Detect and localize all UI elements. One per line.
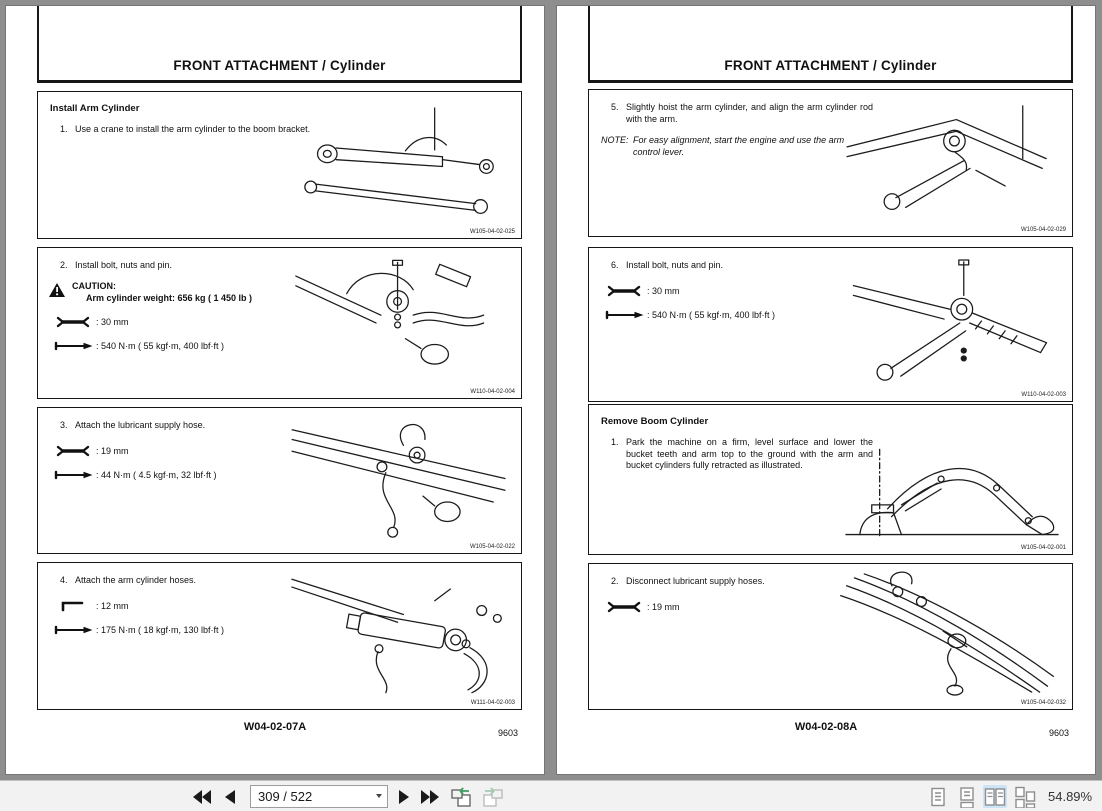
next-view-icon — [481, 786, 505, 808]
previous-page-icon — [224, 789, 236, 805]
section-disconnect-lubricant-hoses — [588, 563, 1073, 710]
figure-id: W105-04-02-032 — [1020, 700, 1066, 706]
first-page-button[interactable] — [190, 785, 214, 808]
previous-view-icon — [449, 786, 473, 808]
caution-text: Arm cylinder weight: 656 kg ( 1 450 lb ) — [86, 292, 253, 303]
page-header — [37, 6, 522, 83]
continuous-view-button[interactable] — [955, 785, 979, 808]
spec-text: : 12 mm — [96, 600, 129, 611]
step — [611, 102, 873, 125]
section-attach-arm-cylinder-hoses — [37, 562, 522, 710]
spec-text: : 175 N·m ( 18 kgf·m, 130 lbf·ft ) — [96, 624, 225, 635]
figure-id: W105-04-02-029 — [1020, 227, 1066, 233]
footer-document-code: W04-02-07A — [243, 721, 307, 733]
continuous-facing-view-icon — [1013, 786, 1037, 808]
zoom-level-display: 54.89% — [1048, 789, 1093, 804]
figure-id: W111-04-02-003 — [470, 700, 515, 706]
step-number: 2. — [60, 260, 68, 270]
next-page-button[interactable] — [392, 785, 416, 808]
wrench-icon — [52, 316, 94, 328]
previous-page-button[interactable] — [218, 785, 242, 808]
step-number: 5. — [611, 102, 619, 112]
spec-text: : 540 N·m ( 55 kgf·m, 400 lbf·ft ) — [647, 309, 776, 320]
first-page-icon — [192, 789, 212, 805]
page-title: FRONT ATTACHMENT / Cylinder — [173, 58, 386, 73]
figure-illustration — [288, 106, 513, 228]
wrench-icon — [603, 601, 645, 613]
note-block — [601, 135, 873, 158]
figure-illustration — [832, 258, 1064, 388]
torque-wrench-icon — [52, 341, 94, 351]
warning-triangle-icon — [48, 282, 66, 298]
figure-illustration — [842, 433, 1062, 543]
footer-document-code: W04-02-08A — [794, 721, 858, 733]
step-text: Use a crane to install the arm cylinder to the boom bracket. — [75, 124, 311, 134]
footer-page-number: 9603 — [1048, 728, 1069, 738]
step-number: 3. — [60, 420, 68, 430]
step-text: Install bolt, nuts and pin. — [626, 260, 724, 270]
bottom-toolbar — [0, 780, 1102, 811]
step-number: 4. — [60, 575, 68, 585]
step — [60, 124, 322, 136]
section-remove-boom-cylinder — [588, 404, 1073, 555]
step-number: 6. — [611, 260, 619, 270]
figure-id: W105-04-02-022 — [469, 544, 515, 550]
step-text: Attach the arm cylinder hoses. — [75, 575, 197, 585]
step — [60, 575, 322, 587]
next-page-icon — [398, 789, 410, 805]
step-text: Slightly hoist the arm cylinder, and align the arm cylinder rod with the arm. — [626, 102, 873, 124]
section-attach-lubricant-hose — [37, 407, 522, 554]
spec-text: : 30 mm — [647, 285, 680, 296]
page-number-combobox[interactable] — [250, 785, 388, 808]
step-text: Park the machine on a firm, level surface and lower the bucket teeth and arm top to the ground with the arm and bucket cylinders fully retracted as illustrated. — [626, 437, 873, 471]
footer-page-number: 9603 — [497, 728, 518, 738]
figure-id: W110-04-02-004 — [470, 389, 515, 395]
figure-id: W105-04-02-025 — [469, 229, 515, 235]
figure-illustration — [836, 570, 1064, 698]
step-text: Disconnect lubricant supply hoses. — [626, 576, 765, 586]
section-install-arm-cylinder — [37, 91, 522, 239]
page-title: FRONT ATTACHMENT / Cylinder — [724, 58, 937, 73]
last-page-button[interactable] — [418, 785, 442, 808]
single-page-view-icon — [927, 786, 949, 808]
spec-text: : 19 mm — [647, 601, 680, 612]
section-install-bolt-nuts-pin-2 — [588, 247, 1073, 402]
next-view-button[interactable] — [481, 785, 505, 808]
torque-wrench-icon — [52, 470, 94, 480]
single-page-view-button[interactable] — [926, 785, 950, 808]
step — [60, 420, 322, 432]
spec-text: : 44 N·m ( 4.5 kgf·m, 32 lbf·ft ) — [96, 469, 217, 480]
continuous-view-icon — [956, 786, 978, 808]
step-text: Install bolt, nuts and pin. — [75, 260, 173, 270]
note-text: For easy alignment, start the engine and use the arm control lever. — [633, 135, 845, 158]
spec-text: : 540 N·m ( 55 kgf·m, 400 lbf·ft ) — [96, 340, 225, 351]
section-heading: Install Arm Cylinder — [50, 103, 140, 114]
step-number: 2. — [611, 576, 619, 586]
figure-illustration — [288, 258, 513, 386]
caution-label: CAUTION: — [72, 280, 116, 291]
step-number: 1. — [60, 124, 68, 134]
step — [611, 576, 873, 588]
facing-pages-view-icon — [983, 786, 1007, 808]
page-number-input[interactable] — [250, 785, 388, 808]
pdf-page-left — [5, 5, 545, 775]
page-header — [588, 6, 1073, 83]
step — [60, 260, 322, 272]
hex-wrench-icon — [52, 600, 94, 612]
pdf-page-right — [556, 5, 1096, 775]
figure-id: W105-04-02-001 — [1020, 545, 1066, 551]
last-page-icon — [420, 789, 440, 805]
spec-text: : 30 mm — [96, 316, 129, 327]
wrench-icon — [603, 285, 645, 297]
note-label: NOTE: — [601, 135, 629, 146]
figure-id: W110-04-02-003 — [1021, 392, 1066, 398]
section-hoist-align-arm-cylinder — [588, 89, 1073, 237]
continuous-facing-view-button[interactable] — [1013, 785, 1037, 808]
torque-wrench-icon — [603, 310, 645, 320]
previous-view-button[interactable] — [449, 785, 473, 808]
section-heading: Remove Boom Cylinder — [601, 416, 709, 427]
step-text: Attach the lubricant supply hose. — [75, 420, 206, 430]
torque-wrench-icon — [52, 625, 94, 635]
facing-pages-view-button[interactable] — [983, 785, 1007, 808]
figure-illustration — [288, 418, 513, 543]
section-install-bolt-nuts-pin — [37, 247, 522, 399]
step-number: 1. — [611, 437, 619, 447]
spec-text: : 19 mm — [96, 445, 129, 456]
step — [611, 437, 873, 472]
figure-illustration — [839, 102, 1064, 224]
figure-illustration — [288, 571, 513, 699]
wrench-icon — [52, 445, 94, 457]
